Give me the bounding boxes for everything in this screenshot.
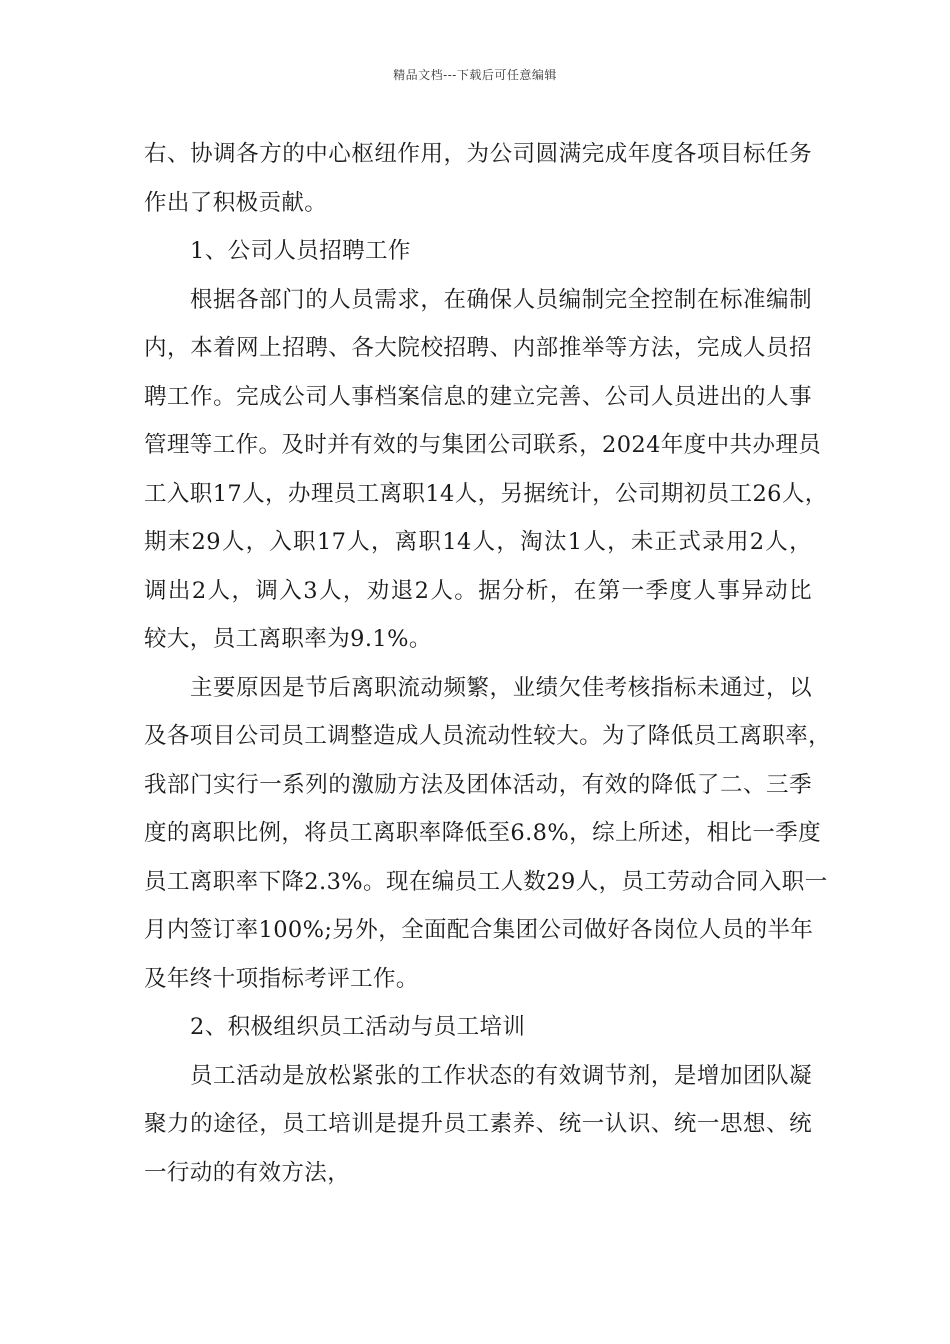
text-line: 我部门实行一系列的激励方法及团体活动，有效的降低了二、三季: [144, 771, 812, 798]
text-line: 一行动的有效方法，: [144, 1159, 351, 1186]
text-line: 工入职17人，办理员工离职14人，另据统计，公司期初员工26人，: [144, 480, 828, 507]
text-line: 内，本着网上招聘、各大院校招聘、内部推举等方法，完成人员招: [144, 335, 812, 361]
text-line: 聘工作。完成公司人事档案信息的建立完善、公司人员进出的人事: [144, 383, 812, 410]
text-line: 期末29人，入职17人，离职14人，淘汰1人，未正式录用2人，: [144, 529, 812, 555]
text-line: 员工离职率下降2.3%。现在编员工人数29人，员工劳动合同入职一: [144, 868, 828, 895]
text-line: 及各项目公司员工调整造成人员流动性较大。为了降低员工离职率，: [144, 723, 832, 749]
document-body: [144, 130, 832, 1197]
text-line: 作出了积极贡献。: [144, 189, 328, 216]
text-line: 月内签订率100%;另外，全面配合集团公司做好各岗位人员的半年: [144, 917, 814, 943]
text-line: 较大，员工离职率为9.1%。: [144, 626, 432, 652]
text-line: 右、协调各方的中心枢纽作用，为公司圆满完成年度各项目标任务: [144, 141, 812, 167]
page-header: 精品文档---下载后可任意编辑: [393, 68, 557, 82]
text-line: 调出2人，调入3人，劝退2人。据分析，在第一季度人事异动比: [144, 577, 812, 604]
text-line: 聚力的途径，员工培训是提升员工素养、统一认识、统一思想、统: [144, 1111, 812, 1137]
section-heading: 2、积极组织员工活动与员工培训: [190, 1014, 526, 1040]
text-line: 主要原因是节后离职流动频繁，业绩欠佳考核指标未通过，以: [190, 674, 812, 701]
text-line: 及年终十项指标考评工作。: [144, 965, 419, 992]
text-line: 管理等工作。及时并有效的与集团公司联系，2024年度中共办理员: [144, 432, 822, 458]
text-line: 员工活动是放松紧张的工作状态的有效调节剂，是增加团队凝: [190, 1062, 812, 1089]
text-line: 根据各部门的人员需求，在确保人员编制完全控制在标准编制: [190, 286, 812, 313]
text-line: 度的离职比例，将员工离职率降低至6.8%，综上所述，相比一季度: [144, 820, 822, 846]
section-heading: 1、公司人员招聘工作: [190, 238, 411, 264]
